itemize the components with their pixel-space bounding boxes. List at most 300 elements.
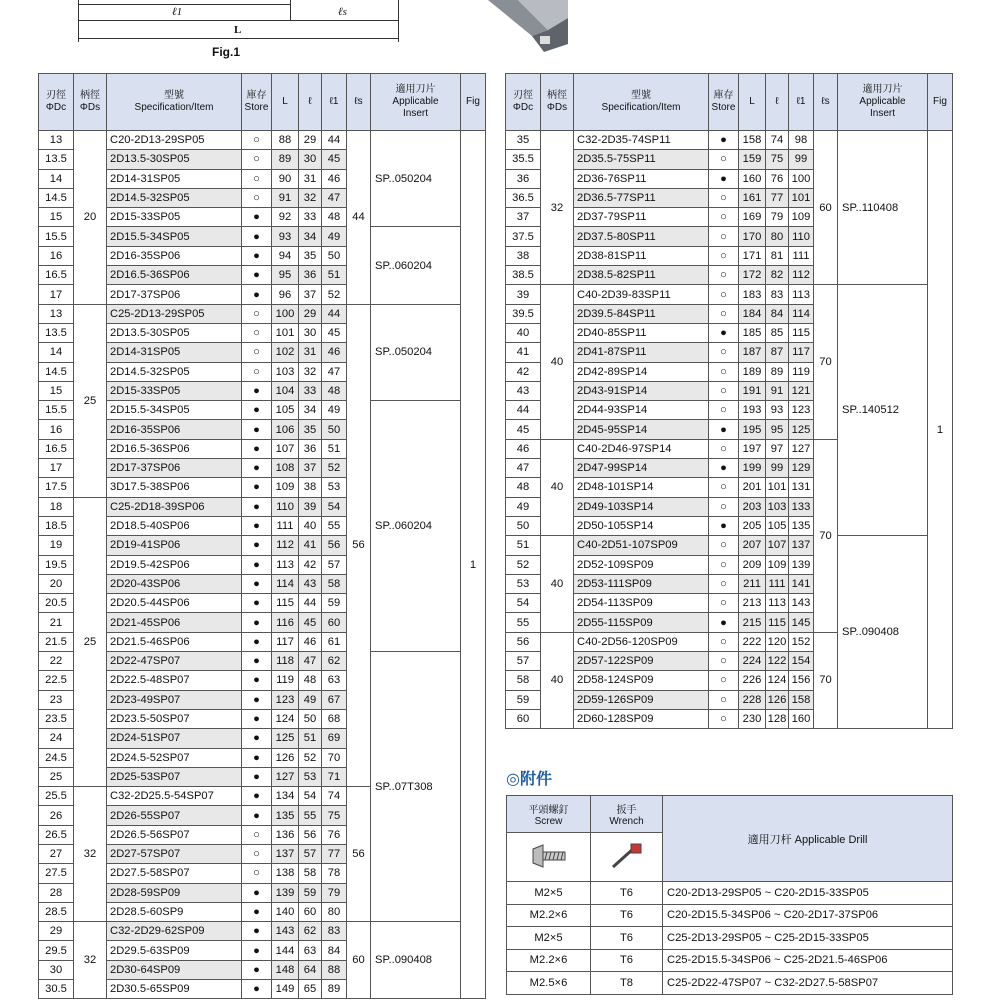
table-row xyxy=(39,652,486,671)
cell-dc: 16 xyxy=(39,246,74,265)
cell-spec: 2D21-45SP06 xyxy=(107,613,242,632)
cell-spec: 2D25-53SP07 xyxy=(107,767,242,786)
cell-spec: C40-2D56-120SP09 xyxy=(574,632,709,651)
cell-store: ● xyxy=(242,439,272,458)
cell-spec: 3D17.5-38SP06 xyxy=(107,478,242,497)
cell-dc: 25 xyxy=(39,767,74,786)
cell-l1: 117 xyxy=(789,343,814,362)
cell-l1: 57 xyxy=(322,555,347,574)
dim-line-top xyxy=(78,4,290,5)
cell-l: 29 xyxy=(299,131,322,150)
cell-store: ● xyxy=(242,381,272,400)
cell-spec: 2D39.5-84SP11 xyxy=(574,304,709,323)
cell-spec: 2D28-59SP09 xyxy=(107,883,242,902)
cell-L: 171 xyxy=(739,246,766,265)
cell-L: 111 xyxy=(272,516,299,535)
cell-dc: 46 xyxy=(506,439,541,458)
cell-dc: 15.5 xyxy=(39,401,74,420)
cell-L: 103 xyxy=(272,362,299,381)
cell-spec: 2D15-33SP05 xyxy=(107,381,242,400)
cell-spec: 2D15-33SP05 xyxy=(107,208,242,227)
cell-store: ○ xyxy=(709,246,739,265)
cell-l: 115 xyxy=(766,613,789,632)
cell-l1: 74 xyxy=(322,787,347,806)
cell-ls: 60 xyxy=(814,131,838,285)
cell-l: 80 xyxy=(766,227,789,246)
table-row xyxy=(39,227,486,246)
cell-spec: 2D47-99SP14 xyxy=(574,459,709,478)
cell-spec: 2D19.5-42SP06 xyxy=(107,555,242,574)
cell-dc: 58 xyxy=(506,671,541,690)
cell-spec: 2D36-76SP11 xyxy=(574,169,709,188)
cell-dc: 38.5 xyxy=(506,266,541,285)
cell-dc: 40 xyxy=(506,323,541,342)
cell-store: ● xyxy=(709,131,739,150)
cell-l1: 115 xyxy=(789,323,814,342)
cell-L: 119 xyxy=(272,671,299,690)
cell-ds: 25 xyxy=(74,304,107,497)
cell-spec: C40-2D51-107SP09 xyxy=(574,536,709,555)
cell-L: 199 xyxy=(739,459,766,478)
cell-l: 84 xyxy=(766,304,789,323)
cell-spec: 2D24.5-52SP07 xyxy=(107,748,242,767)
cell-l1: 131 xyxy=(789,478,814,497)
cell-l: 39 xyxy=(299,497,322,516)
acc-wrench: T6 xyxy=(591,882,663,905)
table-header-row xyxy=(506,74,953,131)
cell-dc: 15 xyxy=(39,208,74,227)
cell-store: ● xyxy=(242,690,272,709)
cell-spec: C40-2D39-83SP11 xyxy=(574,285,709,304)
cell-l: 58 xyxy=(299,864,322,883)
cell-spec: 2D13.5-30SP05 xyxy=(107,150,242,169)
cell-L: 106 xyxy=(272,420,299,439)
cell-store: ○ xyxy=(242,864,272,883)
cell-dc: 16 xyxy=(39,420,74,439)
cell-fig: 1 xyxy=(928,131,953,729)
cell-l1: 69 xyxy=(322,729,347,748)
spec-table-right xyxy=(505,73,953,729)
acc-row xyxy=(507,972,953,995)
acc-wrench: T6 xyxy=(591,927,663,950)
cell-ls: 70 xyxy=(814,285,838,439)
cell-L: 89 xyxy=(272,150,299,169)
cell-l1: 158 xyxy=(789,690,814,709)
cell-dc: 48 xyxy=(506,478,541,497)
cell-spec: 2D24-51SP07 xyxy=(107,729,242,748)
cell-dc: 16.5 xyxy=(39,439,74,458)
cell-insert: SP..060204 xyxy=(371,401,461,652)
cell-store: ● xyxy=(242,632,272,651)
cell-store: ○ xyxy=(709,555,739,574)
cell-ds: 40 xyxy=(541,285,574,439)
cell-L: 161 xyxy=(739,188,766,207)
acc-drill: C25-2D13-29SP05 ~ C25-2D15-33SP05 xyxy=(663,927,953,950)
cell-l1: 121 xyxy=(789,381,814,400)
cell-store: ○ xyxy=(242,150,272,169)
cell-L: 183 xyxy=(739,285,766,304)
cell-dc: 15 xyxy=(39,381,74,400)
cell-spec: 2D26.5-56SP07 xyxy=(107,825,242,844)
cell-dc: 24.5 xyxy=(39,748,74,767)
cell-dc: 20.5 xyxy=(39,594,74,613)
cell-l1: 49 xyxy=(322,227,347,246)
cell-L: 101 xyxy=(272,323,299,342)
cell-spec: 2D58-124SP09 xyxy=(574,671,709,690)
acc-wrench: T8 xyxy=(591,972,663,995)
cell-store: ○ xyxy=(709,709,739,728)
cell-l: 79 xyxy=(766,208,789,227)
cell-l: 77 xyxy=(766,188,789,207)
cell-store: ○ xyxy=(709,285,739,304)
cell-dc: 54 xyxy=(506,594,541,613)
cell-dc: 22 xyxy=(39,652,74,671)
cell-spec: 2D45-95SP14 xyxy=(574,420,709,439)
cell-spec: 2D14-31SP05 xyxy=(107,343,242,362)
cell-store: ● xyxy=(709,323,739,342)
cell-l: 74 xyxy=(766,131,789,150)
cell-L: 113 xyxy=(272,555,299,574)
cell-l1: 76 xyxy=(322,825,347,844)
cell-spec: 2D22-47SP07 xyxy=(107,652,242,671)
cell-l: 37 xyxy=(299,459,322,478)
cell-L: 203 xyxy=(739,497,766,516)
cell-L: 184 xyxy=(739,304,766,323)
header-spec: 型號 Specification/Item xyxy=(574,74,709,131)
cell-store: ○ xyxy=(709,188,739,207)
cell-l1: 99 xyxy=(789,150,814,169)
cell-spec: 2D60-128SP09 xyxy=(574,709,709,728)
cell-L: 88 xyxy=(272,131,299,150)
cell-dc: 14 xyxy=(39,343,74,362)
cell-store: ○ xyxy=(709,208,739,227)
cell-l1: 84 xyxy=(322,941,347,960)
cell-spec: 2D44-93SP14 xyxy=(574,401,709,420)
cell-L: 94 xyxy=(272,246,299,265)
cell-l1: 45 xyxy=(322,150,347,169)
cell-l: 60 xyxy=(299,902,322,921)
cell-spec: 2D23-49SP07 xyxy=(107,690,242,709)
cell-l1: 71 xyxy=(322,767,347,786)
table-row xyxy=(39,922,486,941)
accessories-table xyxy=(506,795,953,995)
cell-l: 126 xyxy=(766,690,789,709)
cell-dc: 13 xyxy=(39,304,74,323)
cell-store: ● xyxy=(242,401,272,420)
cell-spec: 2D55-115SP09 xyxy=(574,613,709,632)
cell-dc: 44 xyxy=(506,401,541,420)
table-header-row xyxy=(39,74,486,131)
cell-spec: 2D43-91SP14 xyxy=(574,381,709,400)
cell-store: ● xyxy=(242,941,272,960)
cell-L: 160 xyxy=(739,169,766,188)
acc-screw: M2×5 xyxy=(507,882,591,905)
cell-L: 102 xyxy=(272,343,299,362)
cell-dc: 60 xyxy=(506,709,541,728)
cell-dc: 37 xyxy=(506,208,541,227)
cell-store: ○ xyxy=(242,323,272,342)
cell-spec: 2D27-57SP07 xyxy=(107,844,242,863)
cell-ds: 40 xyxy=(541,632,574,728)
cell-l: 55 xyxy=(299,806,322,825)
cell-dc: 14.5 xyxy=(39,188,74,207)
cell-spec: 2D14-31SP05 xyxy=(107,169,242,188)
cell-l1: 160 xyxy=(789,709,814,728)
cell-l: 52 xyxy=(299,748,322,767)
cell-l: 111 xyxy=(766,574,789,593)
dim-tick xyxy=(290,0,291,20)
cell-l1: 83 xyxy=(322,922,347,941)
cell-store: ● xyxy=(242,806,272,825)
cell-ds: 32 xyxy=(541,131,574,285)
cell-L: 144 xyxy=(272,941,299,960)
cell-L: 143 xyxy=(272,922,299,941)
cell-l: 31 xyxy=(299,169,322,188)
cell-L: 169 xyxy=(739,208,766,227)
cell-l: 37 xyxy=(299,285,322,304)
cell-L: 195 xyxy=(739,420,766,439)
cell-spec: 2D54-113SP09 xyxy=(574,594,709,613)
header-dc: 刃徑 ΦDc xyxy=(506,74,541,131)
cell-ds: 20 xyxy=(74,131,107,305)
wrench-icon xyxy=(591,833,663,882)
cell-l1: 137 xyxy=(789,536,814,555)
cell-L: 158 xyxy=(739,131,766,150)
cell-l: 32 xyxy=(299,188,322,207)
cell-L: 91 xyxy=(272,188,299,207)
cell-l: 93 xyxy=(766,401,789,420)
cell-spec: 2D16-35SP06 xyxy=(107,420,242,439)
cell-store: ○ xyxy=(242,169,272,188)
cell-store: ○ xyxy=(242,343,272,362)
cell-l: 91 xyxy=(766,381,789,400)
cell-L: 107 xyxy=(272,439,299,458)
cell-spec: C32-2D29-62SP09 xyxy=(107,922,242,941)
cell-dc: 21 xyxy=(39,613,74,632)
cell-l1: 143 xyxy=(789,594,814,613)
cell-l: 59 xyxy=(299,883,322,902)
cell-l1: 61 xyxy=(322,632,347,651)
cell-store: ● xyxy=(709,459,739,478)
cell-L: 170 xyxy=(739,227,766,246)
cell-l1: 135 xyxy=(789,516,814,535)
acc-header-screw: 平頭螺釘 Screw xyxy=(507,796,591,833)
cell-l1: 152 xyxy=(789,632,814,651)
cell-l: 87 xyxy=(766,343,789,362)
cell-L: 201 xyxy=(739,478,766,497)
header-l: ℓ xyxy=(766,74,789,131)
cell-l: 64 xyxy=(299,960,322,979)
cell-dc: 13.5 xyxy=(39,323,74,342)
cell-l1: 63 xyxy=(322,671,347,690)
header-ds: 柄徑 ΦDs xyxy=(74,74,107,131)
cell-store: ● xyxy=(242,613,272,632)
cell-l1: 47 xyxy=(322,188,347,207)
accessories-title: ◎附件 xyxy=(506,771,552,788)
cell-l: 109 xyxy=(766,555,789,574)
cell-L: 226 xyxy=(739,671,766,690)
cell-L: 127 xyxy=(272,767,299,786)
acc-wrench: T6 xyxy=(591,949,663,972)
cell-l: 32 xyxy=(299,362,322,381)
table-row xyxy=(39,401,486,420)
cell-dc: 38 xyxy=(506,246,541,265)
cell-L: 136 xyxy=(272,825,299,844)
cell-spec: 2D57-122SP09 xyxy=(574,652,709,671)
acc-screw: M2×5 xyxy=(507,927,591,950)
cell-insert: SP..050204 xyxy=(371,304,461,400)
cell-L: 139 xyxy=(272,883,299,902)
cell-l1: 139 xyxy=(789,555,814,574)
cell-L: 191 xyxy=(739,381,766,400)
cell-store: ● xyxy=(242,266,272,285)
cell-spec: 2D15.5-34SP05 xyxy=(107,227,242,246)
cell-spec: 2D17-37SP06 xyxy=(107,459,242,478)
cell-L: 159 xyxy=(739,150,766,169)
cell-L: 92 xyxy=(272,208,299,227)
cell-ds: 32 xyxy=(74,787,107,922)
cell-store: ● xyxy=(242,980,272,999)
cell-store: ● xyxy=(709,516,739,535)
cell-spec: 2D26-55SP07 xyxy=(107,806,242,825)
cell-dc: 53 xyxy=(506,574,541,593)
cell-l: 99 xyxy=(766,459,789,478)
cell-spec: 2D37.5-80SP11 xyxy=(574,227,709,246)
cell-store: ○ xyxy=(709,150,739,169)
cell-store: ● xyxy=(709,169,739,188)
dim-label-ls: ℓs xyxy=(338,6,347,18)
cell-l1: 60 xyxy=(322,613,347,632)
cell-dc: 14.5 xyxy=(39,362,74,381)
cell-dc: 35.5 xyxy=(506,150,541,169)
figure-caption: Fig.1 xyxy=(212,45,241,59)
cell-spec: 2D21.5-46SP06 xyxy=(107,632,242,651)
cell-l1: 51 xyxy=(322,266,347,285)
cell-store: ○ xyxy=(242,844,272,863)
cell-l: 107 xyxy=(766,536,789,555)
cell-L: 135 xyxy=(272,806,299,825)
cell-store: ● xyxy=(242,960,272,979)
cell-store: ● xyxy=(242,227,272,246)
cell-l: 63 xyxy=(299,941,322,960)
cell-l: 42 xyxy=(299,555,322,574)
cell-dc: 29 xyxy=(39,922,74,941)
cell-store: ● xyxy=(242,671,272,690)
cell-spec: 2D48-101SP14 xyxy=(574,478,709,497)
header-store: 庫存 Store xyxy=(709,74,739,131)
dim-label-L: L xyxy=(234,24,242,36)
cell-dc: 20 xyxy=(39,574,74,593)
cell-dc: 25.5 xyxy=(39,787,74,806)
cell-l: 38 xyxy=(299,478,322,497)
cell-l1: 156 xyxy=(789,671,814,690)
cell-l1: 114 xyxy=(789,304,814,323)
cell-L: 126 xyxy=(272,748,299,767)
cell-dc: 29.5 xyxy=(39,941,74,960)
cell-l1: 68 xyxy=(322,709,347,728)
cell-l: 89 xyxy=(766,362,789,381)
cell-spec: C25-2D13-29SP05 xyxy=(107,304,242,323)
screw-icon xyxy=(507,833,591,882)
cell-store: ○ xyxy=(242,304,272,323)
dim-tick xyxy=(398,0,399,42)
cell-insert: SP..090408 xyxy=(371,922,461,999)
cell-L: 90 xyxy=(272,169,299,188)
cell-store: ● xyxy=(242,459,272,478)
cell-L: 117 xyxy=(272,632,299,651)
cell-dc: 59 xyxy=(506,690,541,709)
cell-l1: 113 xyxy=(789,285,814,304)
cell-store: ● xyxy=(242,208,272,227)
cell-l: 36 xyxy=(299,266,322,285)
cell-spec: 2D20.5-44SP06 xyxy=(107,594,242,613)
cell-dc: 41 xyxy=(506,343,541,362)
cell-store: ○ xyxy=(709,497,739,516)
cell-insert: SP..110408 xyxy=(838,131,928,285)
cell-l1: 55 xyxy=(322,516,347,535)
cell-l: 30 xyxy=(299,150,322,169)
acc-screw: M2.5×6 xyxy=(507,972,591,995)
cell-l: 65 xyxy=(299,980,322,999)
cell-L: 207 xyxy=(739,536,766,555)
cell-spec: 2D41-87SP11 xyxy=(574,343,709,362)
cell-L: 222 xyxy=(739,632,766,651)
cell-dc: 26.5 xyxy=(39,825,74,844)
cell-dc: 13.5 xyxy=(39,150,74,169)
cell-store: ○ xyxy=(709,671,739,690)
cell-spec: 2D38-81SP11 xyxy=(574,246,709,265)
cell-L: 93 xyxy=(272,227,299,246)
cell-dc: 49 xyxy=(506,497,541,516)
cell-store: ● xyxy=(242,748,272,767)
cell-dc: 36.5 xyxy=(506,188,541,207)
cell-l1: 133 xyxy=(789,497,814,516)
cell-spec: 2D52-109SP09 xyxy=(574,555,709,574)
cell-dc: 18.5 xyxy=(39,516,74,535)
cell-dc: 55 xyxy=(506,613,541,632)
cell-l1: 145 xyxy=(789,613,814,632)
cell-l1: 67 xyxy=(322,690,347,709)
cell-l: 35 xyxy=(299,420,322,439)
header-l1: ℓ1 xyxy=(789,74,814,131)
cell-spec: 2D40-85SP11 xyxy=(574,323,709,342)
cell-L: 211 xyxy=(739,574,766,593)
cell-spec: 2D50-105SP14 xyxy=(574,516,709,535)
cell-l1: 100 xyxy=(789,169,814,188)
cell-l: 40 xyxy=(299,516,322,535)
cell-L: 108 xyxy=(272,459,299,478)
cell-store: ○ xyxy=(709,381,739,400)
cell-l: 122 xyxy=(766,652,789,671)
cell-spec: 2D20-43SP06 xyxy=(107,574,242,593)
cell-l1: 125 xyxy=(789,420,814,439)
cell-store: ● xyxy=(242,246,272,265)
cell-L: 112 xyxy=(272,536,299,555)
cell-store: ● xyxy=(242,555,272,574)
cell-ds: 25 xyxy=(74,497,107,786)
cell-dc: 39 xyxy=(506,285,541,304)
cell-dc: 43 xyxy=(506,381,541,400)
cell-dc: 37.5 xyxy=(506,227,541,246)
cell-L: 138 xyxy=(272,864,299,883)
dim-line-L xyxy=(78,38,398,39)
cell-l: 83 xyxy=(766,285,789,304)
cell-dc: 51 xyxy=(506,536,541,555)
cell-l: 36 xyxy=(299,439,322,458)
cell-store: ● xyxy=(242,594,272,613)
cell-l: 50 xyxy=(299,709,322,728)
cell-dc: 23 xyxy=(39,690,74,709)
